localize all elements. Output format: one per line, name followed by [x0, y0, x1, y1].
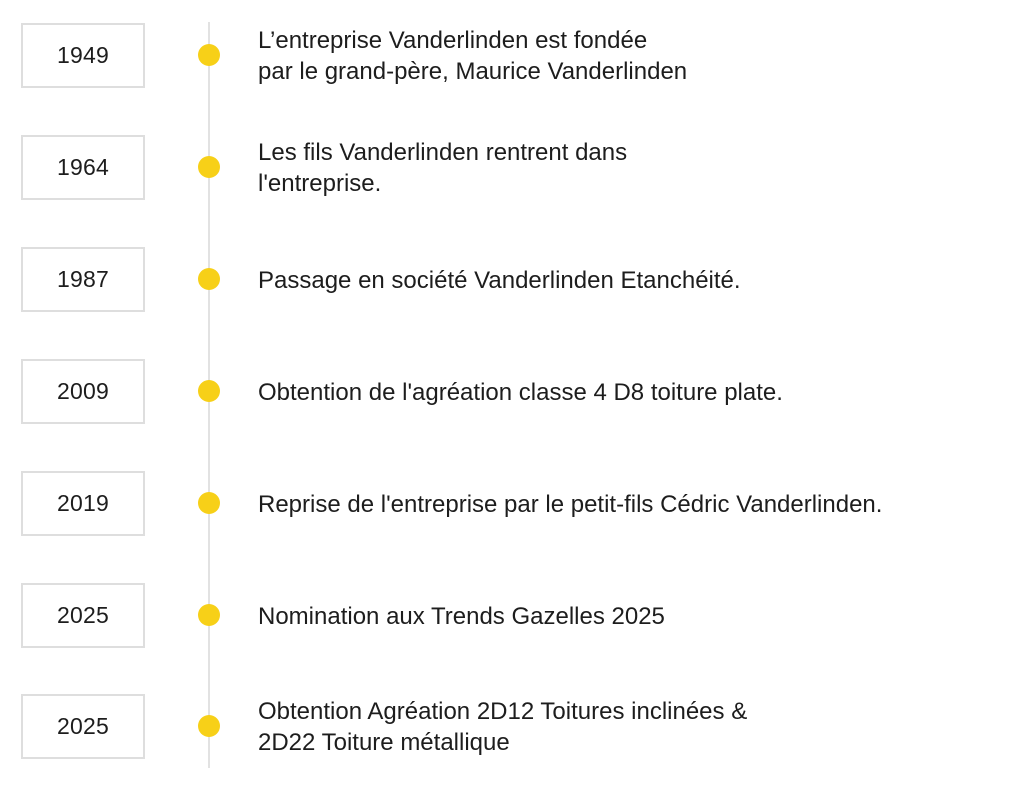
timeline-entry	[0, 471, 1024, 537]
year-box: 1964	[21, 135, 145, 200]
year-box: 2025	[21, 694, 145, 759]
timeline-dot	[198, 268, 220, 290]
timeline-dot	[198, 715, 220, 737]
year-box: 1949	[21, 23, 145, 88]
timeline-entry	[0, 583, 1024, 649]
timeline-dot	[198, 604, 220, 626]
timeline-entry	[0, 359, 1024, 425]
entry-description: Passage en société Vanderlinden Etanchéité.	[258, 266, 741, 294]
timeline-dot	[198, 492, 220, 514]
timeline-entry	[0, 247, 1024, 313]
timeline-entry	[0, 23, 1024, 89]
entry-description: L’entreprise Vanderlinden est fondée par le grand-père, Maurice Vanderlinden	[258, 27, 688, 85]
year-box: 2009	[21, 359, 145, 424]
entry-description: Obtention de l'agréation classe 4 D8 toiture plate.	[258, 378, 783, 406]
entry-description: Nomination aux Trends Gazelles 2025	[258, 602, 665, 630]
timeline-dot	[198, 380, 220, 402]
year-box: 2019	[21, 471, 145, 536]
timeline-entry	[0, 694, 1024, 760]
timeline-entry	[0, 135, 1024, 201]
year-box: 2025	[21, 583, 145, 648]
year-box: 1987	[21, 247, 145, 312]
timeline-dot	[198, 44, 220, 66]
entry-description: Reprise de l'entreprise par le petit-fils Cédric Vanderlinden.	[258, 490, 883, 518]
entry-description: Les fils Vanderlinden rentrent dans l'entreprise.	[258, 139, 628, 197]
timeline-dot	[198, 156, 220, 178]
entry-description: Obtention Agréation 2D12 Toitures inclinées & 2D22 Toiture métallique	[258, 698, 748, 756]
